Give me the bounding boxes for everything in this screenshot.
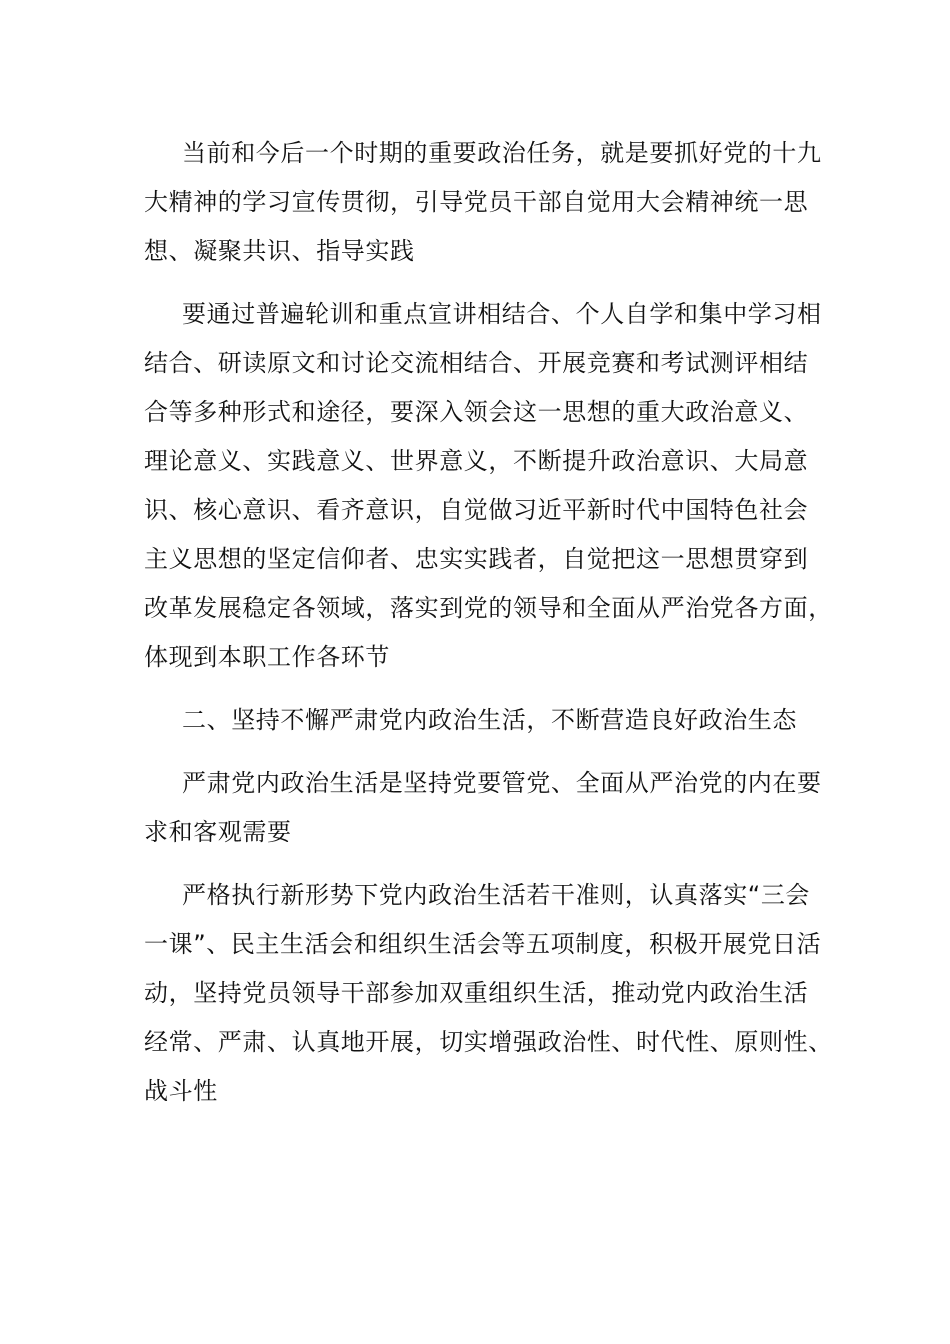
paragraph-line: 求和客观需要 [144, 818, 292, 846]
paragraph-line: 动，坚持党员领导干部参加双重组织生活，推动党内政治生活 [144, 979, 809, 1007]
paragraph-line: 战斗性 [144, 1077, 218, 1105]
paragraph-line: 大精神的学习宣传贯彻，引导党员干部自觉用大会精神统一思 [144, 188, 809, 216]
paragraph-line: 合等多种形式和途径，要深入领会这一思想的重大政治意义、 [144, 398, 809, 426]
paragraph-line: 识、核心意识、看齐意识，自觉做习近平新时代中国特色社会 [144, 496, 809, 524]
paragraph-line: 严肃党内政治生活是坚持党要管党、全面从严治党的内在要 [182, 769, 822, 797]
paragraph-line: 理论意义、实践意义、世界意义，不断提升政治意识、大局意 [144, 447, 809, 475]
paragraph-line: 经常、严肃、认真地开展，切实增强政治性、时代性、原则性、 [144, 1028, 833, 1056]
paragraph-line: 要通过普遍轮训和重点宣讲相结合、个人自学和集中学习相 [182, 300, 822, 328]
paragraph-line: 一课”、民主生活会和组织生活会等五项制度，积极开展党日活 [144, 930, 822, 958]
paragraph-line: 结合、研读原文和讨论交流相结合、开展竞赛和考试测评相结 [144, 349, 809, 377]
paragraph-line: 体现到本职工作各环节 [144, 643, 390, 671]
paragraph-line: 严格执行新形势下党内政治生活若干准则，认真落实“三会 [182, 881, 811, 909]
document-body [144, 129, 833, 1130]
section-heading [144, 696, 814, 745]
paragraph-line: 主义思想的坚定信仰者、忠实实践者，自觉把这一思想贯穿到 [144, 545, 809, 573]
paragraph-1 [144, 129, 822, 276]
paragraph-3 [144, 759, 822, 857]
paragraph-line: 改革发展稳定各领域，落实到党的领导和全面从严治党各方面， [144, 594, 833, 622]
section-heading-text: 二、坚持不懈严肃党内政治生活，不断营造良好政治生态 [182, 706, 797, 734]
paragraph-line: 想、凝聚共识、指导实践 [144, 237, 415, 265]
paragraph-4 [144, 871, 833, 1116]
paragraph-line: 当前和今后一个时期的重要政治任务，就是要抓好党的十九 [182, 139, 822, 167]
paragraph-2 [144, 290, 833, 682]
